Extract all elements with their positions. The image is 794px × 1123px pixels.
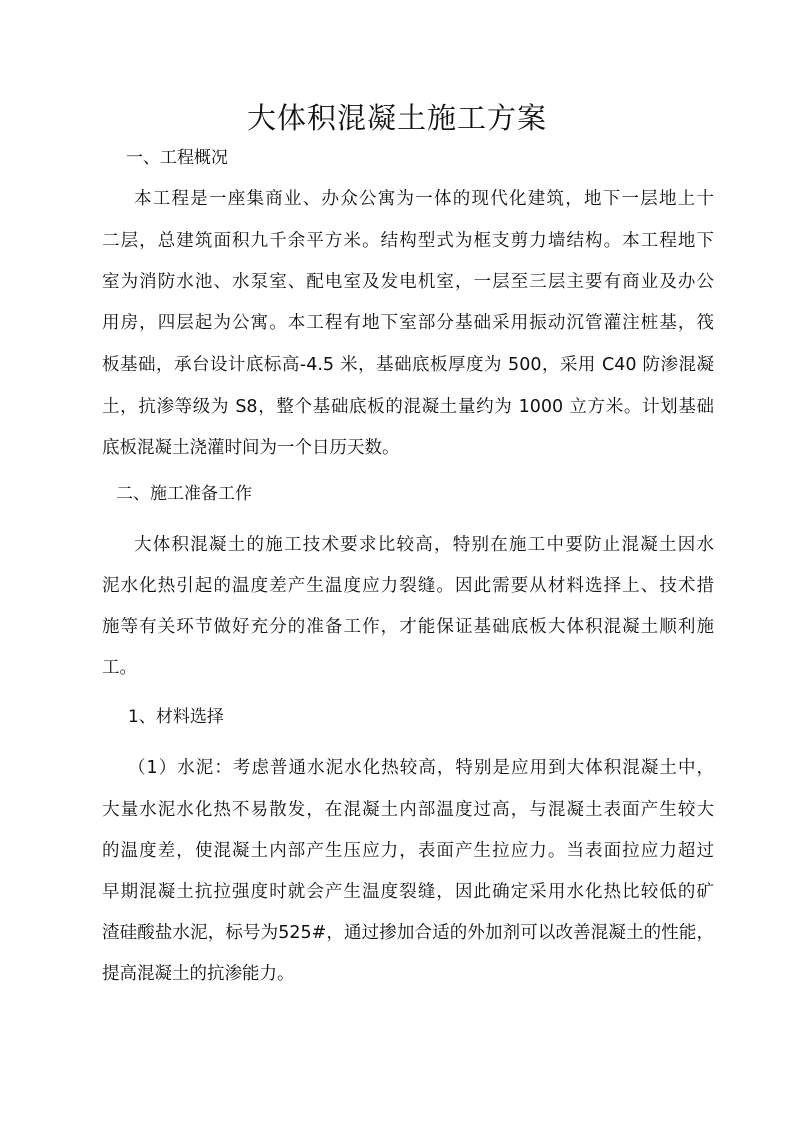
- document-title: 大体积混凝土施工方案: [246, 101, 547, 135]
- paragraph-line: 提高混凝土的抗渗能力。: [102, 964, 295, 984]
- paragraph-line: （1）水泥：考虑普通水泥水化热较高，特别是应用到大体积混凝土中，: [128, 758, 714, 778]
- paragraph-line: 工。: [102, 658, 137, 678]
- paragraph-line: 大量水泥水化热不易散发，在混凝土内部温度过高，与混凝土表面产生较大: [102, 800, 714, 820]
- paragraph-line: 二层，总建筑面积九千余平方米。结构型式为框支剪力墙结构。本工程地下: [102, 231, 714, 251]
- paragraph-line: 泥水化热引起的温度差产生温度应力裂缝。因此需要从材料选择上、技术措: [102, 576, 714, 596]
- paragraph-line: 底板混凝土浇灌时间为一个日历天数。: [102, 438, 400, 458]
- paragraph-line: 板基础，承台设计底标高-4.5 米，基础底板厚度为 500，采用 C40 防渗混凝: [102, 355, 714, 375]
- paragraph-line: 土，抗渗等级为 S8，整个基础底板的混凝土量约为 1000 立方米。计划基础: [102, 397, 714, 417]
- paragraph-line: 本工程是一座集商业、办众公寓为一体的现代化建筑，地下一层地上十: [134, 189, 714, 209]
- section-heading-overview: 一、工程概况: [126, 148, 228, 168]
- paragraph-line: 早期混凝土抗拉强度时就会产生温度裂缝，因此确定采用水化热比较低的矿: [102, 882, 714, 902]
- paragraph-line: 的温度差，使混凝土内部产生压应力，表面产生拉应力。当表面拉应力超过: [102, 841, 714, 861]
- paragraph-line: 用房，四层起为公寓。本工程有地下室部分基础采用振动沉管灌注桩基，筏: [102, 313, 714, 333]
- paragraph-line: 大体积混凝土的施工技术要求比较高，特别在施工中要防止混凝土因水: [134, 535, 714, 555]
- section-heading-preparation: 二、施工准备工作: [116, 484, 252, 504]
- section-heading-materials: 1、材料选择: [128, 707, 224, 727]
- paragraph-line: 施等有关环节做好充分的准备工作，才能保证基础底板大体积混凝土顺利施: [102, 617, 714, 637]
- paragraph-line: 室为消防水池、水泵室、配电室及发电机室，一层至三层主要有商业及办公: [102, 272, 714, 292]
- paragraph-line: 渣硅酸盐水泥，标号为525#，通过掺加合适的外加剂可以改善混凝土的性能，: [102, 923, 714, 943]
